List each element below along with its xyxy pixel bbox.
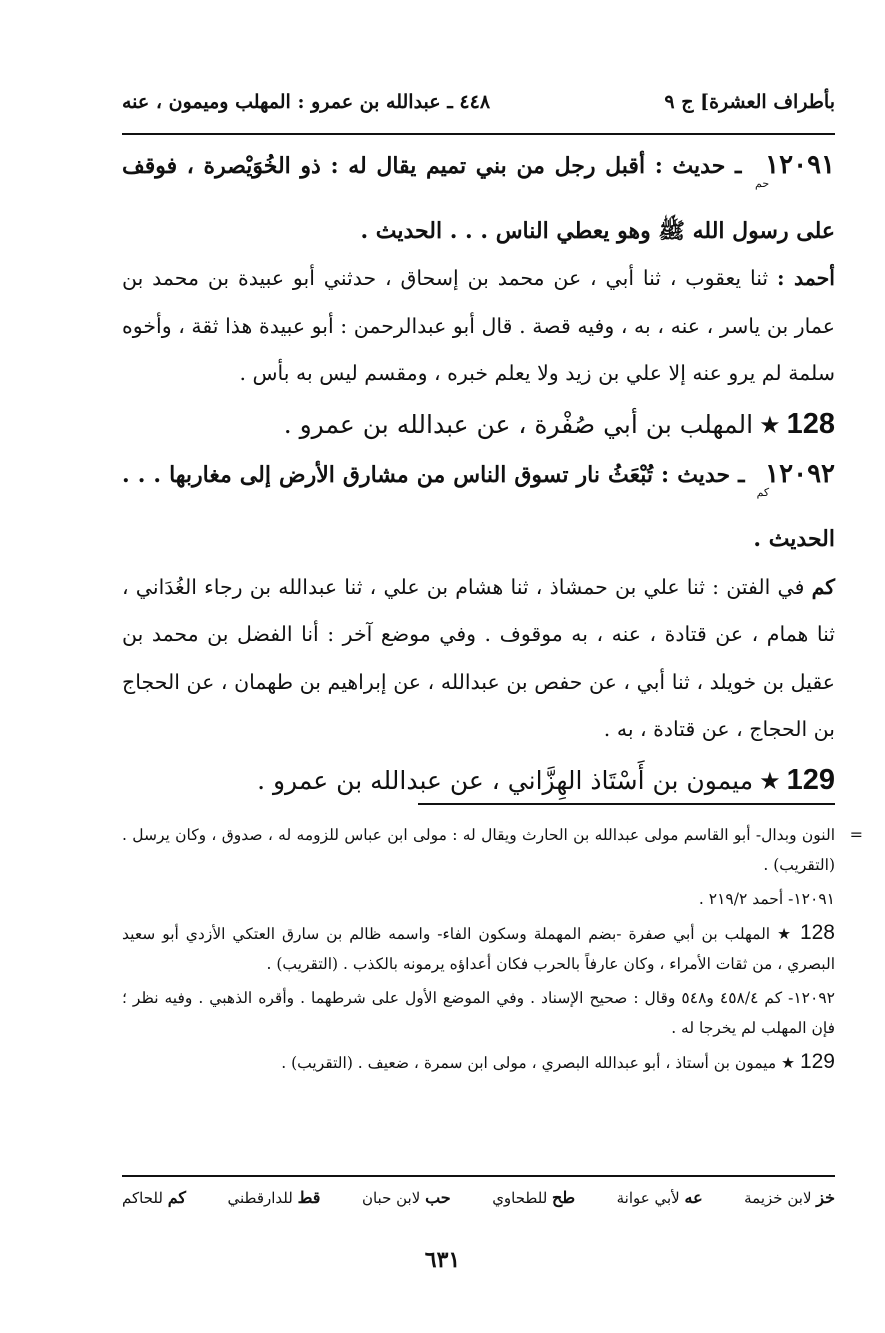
star-icon: ★ [781, 1054, 796, 1072]
narrator-number: 129 [786, 763, 835, 796]
isnad-text: في الفتن : ثنا علي بن حمشاذ ، ثنا هشام بن علي ، ثنا عبدالله بن رجاء الغُدَاني ، ثنا همام ، عن قتادة ، عنه ، به موقوف . وفي موضع آخر : أنا الفضل بن محمد بن عقيل بن خويلد ، ثنا أبي ، عن حفص بن عبدالله ، عن إبراهيم بن طهمان ، عن الحجاج بن الحجاج ، عن قتادة ، به . [122, 574, 835, 741]
abbreviation-label: للطحاوي [492, 1189, 548, 1207]
star-icon: ★ [777, 925, 793, 943]
abbreviation-item [228, 1188, 321, 1207]
abbreviation-label: للحاكم [122, 1189, 163, 1207]
isnad-text: ثنا يعقوب ، ثنا أبي ، عن محمد بن إسحاق ، حدثني أبو عبيدة بن محمد بن عمار بن ياسر ، عنه ، به ، وفيه قصة . قال أبو عبدالرحمن : أبو عبيدة هذا ثقة ، وأخوه سلمة لم يرو عنه إلا علي بن زيد ولا يعلم خبره ، ومقسم ليس به بأس . [122, 266, 835, 385]
narrator-name: ميمون بن أَسْتَاذ الهِزَّاني ، عن عبدالله بن عمرو . [257, 765, 754, 795]
footnote-text: ميمون بن أستاذ ، أبو عبدالله البصري ، مولى ابن سمرة ، ضعيف . (التقريب) . [281, 1054, 777, 1072]
source-key: أحمد : [776, 266, 835, 290]
page-number: ٦٣١ [424, 1247, 461, 1273]
abbreviation-code: خز [816, 1188, 835, 1207]
hadith-text: ـ حديث : أقبل رجل من بني تميم يقال له : ذو الخُوَيْصرة ، فوقف على رسول الله ﷺ وهو يعطي الناس . . . الحديث . [122, 153, 835, 244]
hadith-number: ١٢٠٩١ [765, 150, 835, 180]
hadith-number: ١٢٠٩٢ [765, 458, 835, 489]
abbreviation-item [617, 1188, 703, 1207]
abbreviation-item [362, 1188, 451, 1207]
source-siglum: حم [755, 177, 770, 190]
header-divider [122, 133, 835, 135]
hadith-12091 [122, 142, 835, 255]
footnote-128 [122, 918, 835, 979]
hadith-heading [122, 458, 835, 553]
footnote-number: 129 [799, 1050, 835, 1073]
footnote-12091: ١٢٠٩١- أحمد ٢١٩/٢ . [698, 890, 835, 908]
footnote-text: المهلب بن أبي صفرة -بضم المهملة وسكون الفاء- واسمه ظالم بن سارق العتكي الأزدي أبو سعيد البصري ، من ثقات الأمراء ، وكان عارفاً بالحرب فكان أعداؤه يرمونه بالكذب . (التقريب) . [122, 925, 835, 973]
abbreviation-item [492, 1188, 575, 1207]
source-key: كم [811, 574, 835, 599]
footnote-continued: النون وبدال- أبو القاسم مولى عبدالله بن الحارث ويقال له : مولى ابن عباس للزومه له ، صدوق ، وكان يرسل . (التقريب) . [122, 826, 835, 874]
footnote-divider [418, 803, 835, 805]
footnotes [122, 820, 863, 1082]
hadith-12091-source [122, 255, 835, 398]
hadith-12092-source [122, 564, 835, 754]
abbreviation-item [744, 1188, 835, 1207]
abbreviation-code: عه [684, 1188, 703, 1207]
abbreviation-code: طح [552, 1188, 576, 1207]
continuation-mark: = [849, 825, 863, 844]
hadith-text: ـ حديث : تُبْعَثُ نار تسوق الناس من مشارق الأرض إلى مغاربها . . . الحديث . [122, 461, 835, 552]
footnote-number: 128 [799, 921, 835, 944]
narrator-128 [122, 398, 835, 451]
hadith-12092 [122, 451, 835, 564]
footnote-12092: ١٢٠٩٢- كم ٤٥٨/٤ و٥٤٨ وقال : صحيح الإسناد . وفي الموضع الأول على شرطهما . وأقره الذهبي . وفيه نظر ؛ فإن المهلب لم يخرجا له . [122, 989, 835, 1037]
abbreviation-code: حب [425, 1188, 451, 1207]
running-header [122, 84, 835, 120]
main-text [122, 142, 835, 807]
star-icon: ★ [759, 766, 781, 795]
narrator-129 [122, 754, 835, 807]
star-icon: ★ [759, 410, 781, 439]
abbreviation-label: لأبي عوانة [616, 1189, 680, 1207]
abbreviation-label: لابن خزيمة [744, 1189, 812, 1207]
footnote-129 [122, 1047, 835, 1078]
abbreviations-divider [122, 1175, 835, 1177]
abbreviation-item [122, 1188, 186, 1207]
narrator-number: 128 [786, 407, 835, 440]
abbreviation-code: كم [167, 1188, 186, 1207]
narrator-name: المهلب بن أبي صُفْرة ، عن عبدالله بن عمرو . [283, 409, 754, 439]
header-volume: بأطراف العشرة] ج ٩ [664, 91, 835, 113]
abbreviation-label: للدارقطني [227, 1189, 293, 1207]
abbreviation-code: قط [297, 1188, 321, 1207]
header-chapter: ٤٤٨ ـ عبدالله بن عمرو : المهلب وميمون ، عنه [122, 91, 491, 113]
hadith-heading [122, 150, 835, 244]
source-siglum: كم [756, 485, 770, 499]
abbreviations-key [122, 1188, 835, 1207]
abbreviation-label: لابن حبان [361, 1189, 421, 1207]
